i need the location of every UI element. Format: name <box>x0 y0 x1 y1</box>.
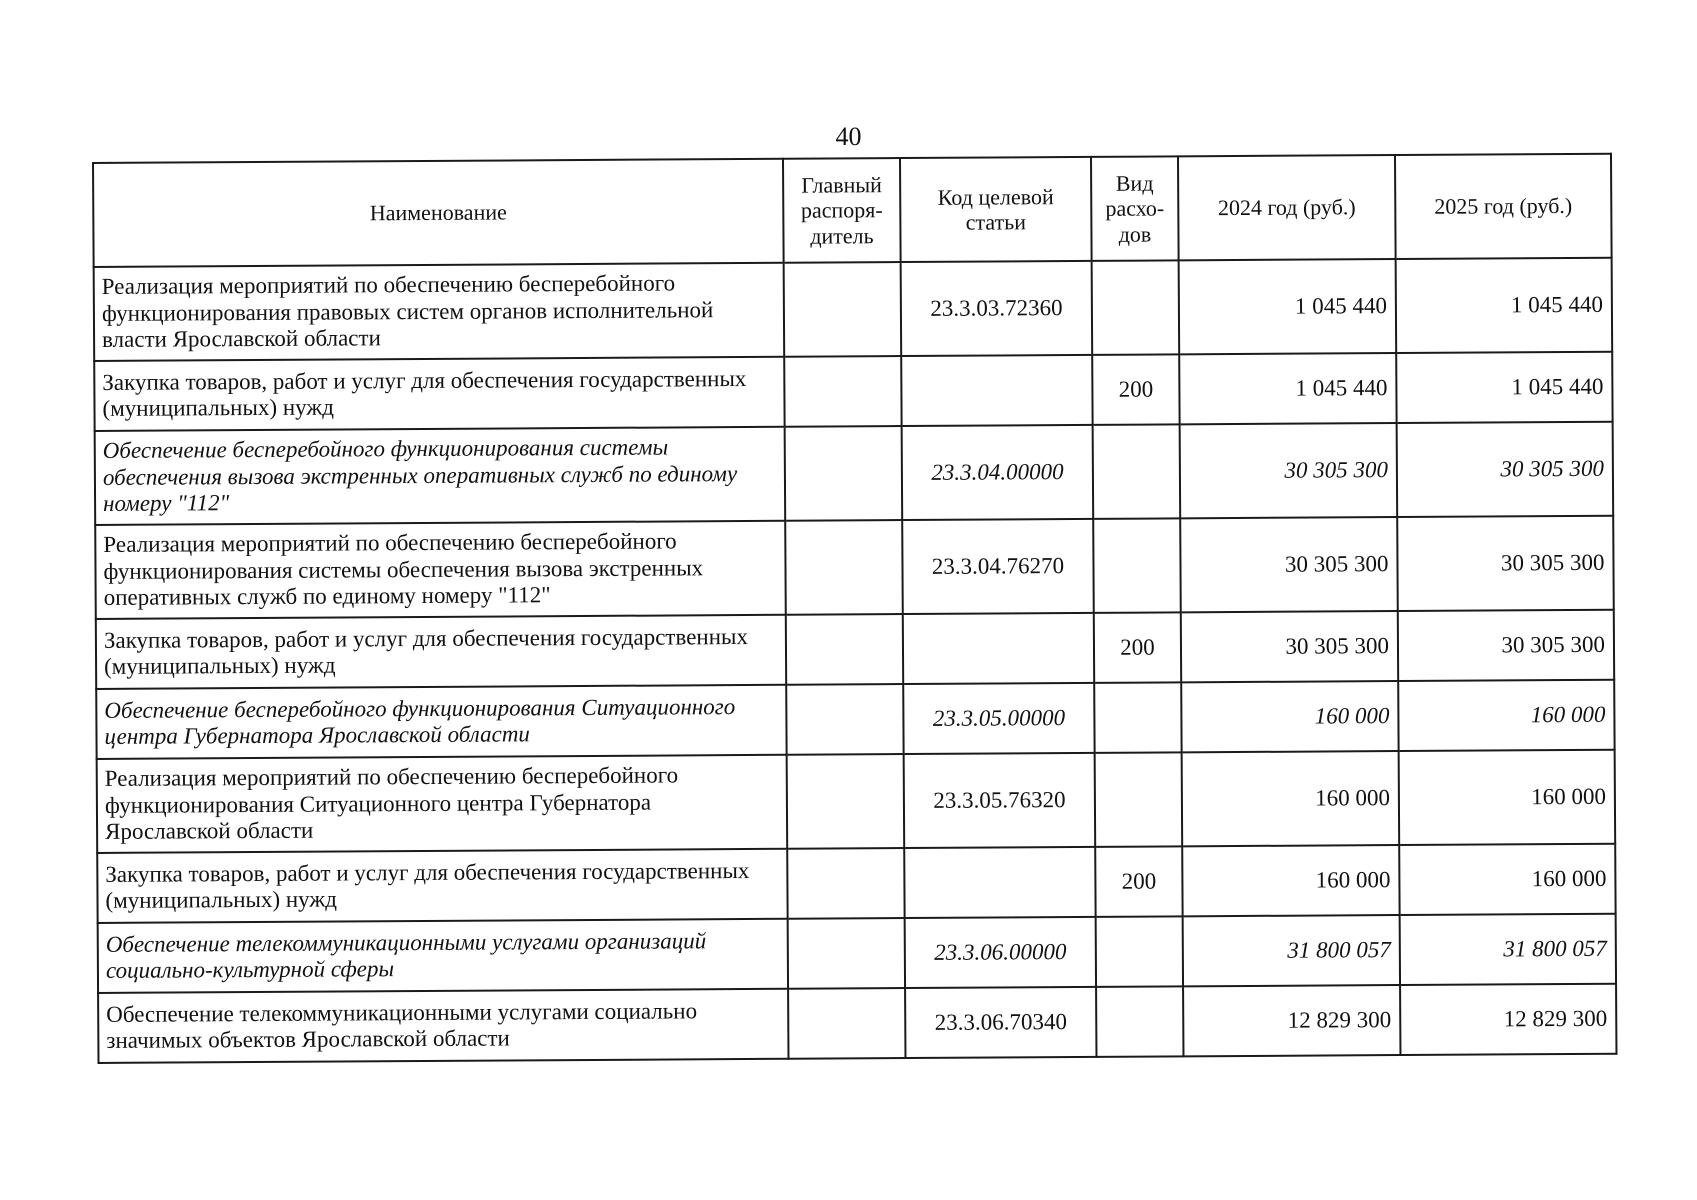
cell-2025: 31 800 057 <box>1400 914 1616 985</box>
cell-2025: 30 305 300 <box>1397 516 1614 611</box>
cell-name: Реализация мероприятий по обеспечению бесперебойного функционирования правовых систем органов исполнительной власти Ярославской области <box>94 263 785 361</box>
cell-admin <box>788 988 905 1059</box>
cell-2025: 1 045 440 <box>1396 258 1613 353</box>
table-header-row <box>93 154 1612 267</box>
table-row <box>96 680 1614 759</box>
cell-2025: 1 045 440 <box>1396 352 1612 423</box>
cell-name: Обеспечение бесперебойного функционирования Ситуационного центра Губернатора Ярославской области <box>96 685 786 759</box>
table-row <box>97 844 1615 923</box>
table-row <box>96 610 1614 689</box>
cell-code <box>903 613 1094 684</box>
cell-2025: 12 829 300 <box>1400 984 1616 1055</box>
header-type: Вид расхо- дов <box>1091 156 1179 261</box>
cell-admin <box>785 520 903 615</box>
cell-2025: 160 000 <box>1399 750 1616 845</box>
cell-name: Обеспечение телекоммуникационными услугами социально значимых объектов Ярославской области <box>98 989 788 1063</box>
cell-name: Реализация мероприятий по обеспечению бесперебойного функционирования Ситуационного центра Губернатора Ярославской области <box>97 755 788 853</box>
cell-admin <box>788 918 905 989</box>
cell-type <box>1096 916 1183 987</box>
table-row <box>98 984 1616 1063</box>
cell-2024: 31 800 057 <box>1183 915 1400 986</box>
cell-code: 23.3.06.00000 <box>905 917 1096 988</box>
cell-code: 23.3.04.76270 <box>902 519 1094 614</box>
cell-2025: 30 305 300 <box>1397 422 1614 517</box>
cell-type <box>1094 682 1181 753</box>
header-2025: 2025 год (руб.) <box>1395 154 1612 259</box>
table-row <box>95 422 1614 525</box>
cell-type <box>1096 986 1183 1057</box>
header-name: Наименование <box>93 159 784 267</box>
header-code: Код целевой статьи <box>900 157 1092 262</box>
header-2024: 2024 год (руб.) <box>1178 155 1396 260</box>
table-row <box>94 258 1613 361</box>
table-row <box>98 914 1616 993</box>
budget-table <box>92 153 1617 1064</box>
cell-type <box>1093 424 1181 519</box>
cell-2024: 30 305 300 <box>1180 423 1398 518</box>
cell-2024: 160 000 <box>1182 845 1399 916</box>
table-row <box>95 516 1614 619</box>
cell-type: 200 <box>1094 612 1181 683</box>
cell-name: Закупка товаров, работ и услуг для обеспечения государственных (муниципальных) нужд <box>97 849 787 923</box>
cell-admin <box>786 614 903 685</box>
cell-type <box>1092 260 1180 355</box>
cell-2025: 160 000 <box>1399 844 1615 915</box>
cell-type: 200 <box>1095 846 1182 917</box>
cell-2024: 12 829 300 <box>1183 985 1400 1056</box>
cell-name: Обеспечение бесперебойного функционирования системы обеспечения вызова экстренных оперативных служб по единому номеру "112" <box>95 427 786 525</box>
table-row <box>94 352 1612 431</box>
cell-2024: 160 000 <box>1182 751 1400 846</box>
cell-code: 23.3.04.00000 <box>902 425 1094 520</box>
cell-admin <box>784 356 901 427</box>
table-row <box>97 750 1616 853</box>
cell-name: Реализация мероприятий по обеспечению бесперебойного функционирования системы обеспечения вызова экстренных оперативных служб по единому номеру "112" <box>95 521 786 619</box>
cell-2025: 30 305 300 <box>1398 610 1614 681</box>
cell-name: Обеспечение телекоммуникационными услугами организаций социально-культурной сферы <box>98 919 788 993</box>
cell-code: 23.3.06.70340 <box>905 987 1096 1058</box>
cell-admin <box>787 848 904 919</box>
cell-2024: 30 305 300 <box>1180 517 1398 612</box>
cell-code: 23.3.05.76320 <box>904 753 1096 848</box>
cell-2024: 30 305 300 <box>1181 611 1398 682</box>
cell-admin <box>787 754 905 849</box>
cell-2024: 160 000 <box>1181 681 1398 752</box>
cell-admin <box>786 684 903 755</box>
cell-type <box>1093 518 1181 613</box>
cell-2025: 160 000 <box>1398 680 1614 751</box>
cell-code: 23.3.03.72360 <box>901 261 1093 356</box>
cell-name: Закупка товаров, работ и услуг для обеспечения государственных (муниципальных) нужд <box>94 357 784 431</box>
cell-type <box>1095 752 1183 847</box>
cell-2024: 1 045 440 <box>1179 353 1396 424</box>
cell-type: 200 <box>1092 354 1179 425</box>
cell-name: Закупка товаров, работ и услуг для обеспечения государственных (муниципальных) нужд <box>96 615 786 689</box>
cell-2024: 1 045 440 <box>1179 259 1397 354</box>
cell-code <box>901 355 1092 426</box>
page-number: 40 <box>835 122 862 151</box>
cell-admin <box>784 262 902 357</box>
cell-code: 23.3.05.00000 <box>903 683 1094 754</box>
cell-code <box>904 847 1095 918</box>
header-admin: Главный распоря- дитель <box>783 158 901 263</box>
cell-admin <box>785 426 903 521</box>
